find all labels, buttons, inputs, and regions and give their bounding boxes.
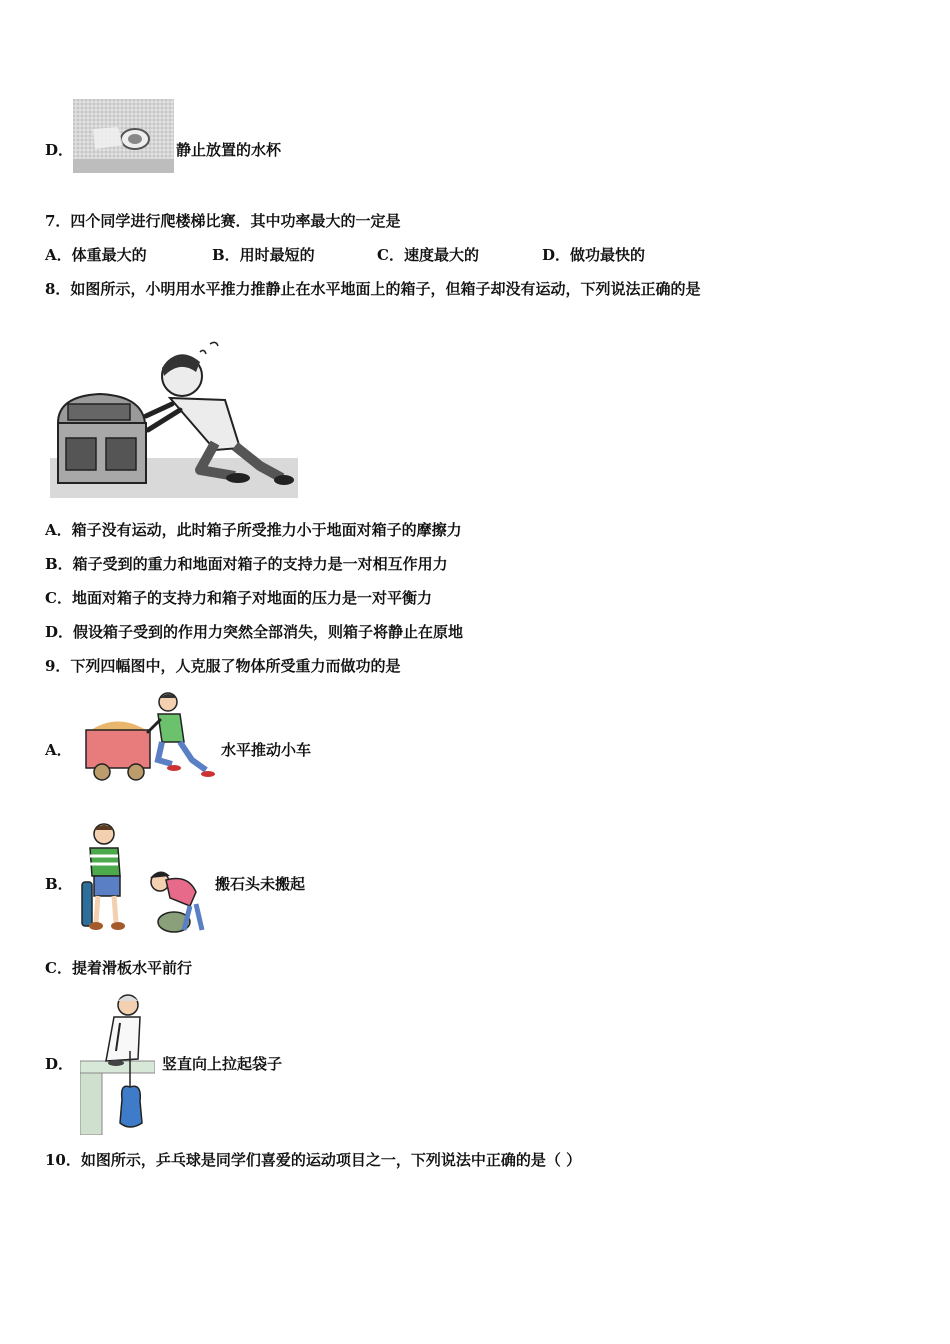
q7-stem: 7．四个同学进行爬楼梯比赛．其中功率最大的一定是 <box>45 212 401 230</box>
q8-option-b: B．箱子受到的重力和地面对箱子的支持力是一对相互作用力 <box>45 555 448 573</box>
q9-option-c: C．提着滑板水平前行 <box>45 959 192 977</box>
q9-option-d-text: 竖直向上拉起袋子 <box>162 1055 283 1073</box>
push-box-image <box>50 338 298 498</box>
q8-option-a: A．箱子没有运动，此时箱子所受推力小于地面对箱子的摩擦力 <box>45 521 462 539</box>
q7-option-b: B．用时最短的 <box>212 246 315 264</box>
q8-stem: 8．如图所示，小明用水平推力推静止在水平地面上的箱子，但箱子却没有运动，下列说法正确的是 <box>45 280 701 298</box>
q9-option-b-label: B． <box>45 875 73 893</box>
q9-option-d-label: D． <box>45 1055 74 1073</box>
q7-option-d: D．做功最快的 <box>542 246 646 264</box>
q9-option-a-text: 水平推动小车 <box>221 741 312 759</box>
q9-option-b-text: 搬石头未搬起 <box>215 875 306 893</box>
boy-pushing-cart-illustration <box>82 690 217 782</box>
lift-stone-image <box>78 822 213 936</box>
q9-stem: 9．下列四幅图中，人克服了物体所受重力而做功的是 <box>45 657 401 675</box>
q6-option-d-label: D． <box>45 141 74 159</box>
water-cup-image <box>73 99 174 173</box>
boy-pushing-box-illustration <box>50 338 298 498</box>
q9-option-a-label: A． <box>45 741 72 759</box>
pull-bag-image <box>80 991 155 1135</box>
q8-option-d: D．假设箱子受到的作用力突然全部消失，则箱子将静止在原地 <box>45 623 464 641</box>
water-cup-illustration <box>73 99 174 173</box>
q7-option-a: A．体重最大的 <box>45 246 147 264</box>
man-pulling-bag-illustration <box>80 991 155 1135</box>
q10-stem: 10．如图所示，乒乓球是同学们喜爱的运动项目之一，下列说法中正确的是（ ） <box>45 1151 582 1169</box>
q6-option-d-text: 静止放置的水杯 <box>176 141 282 159</box>
skateboard-and-stone-illustration <box>78 822 213 936</box>
q7-option-c: C．速度最大的 <box>377 246 479 264</box>
push-cart-image <box>82 690 217 782</box>
q8-option-c: C．地面对箱子的支持力和箱子对地面的压力是一对平衡力 <box>45 589 432 607</box>
